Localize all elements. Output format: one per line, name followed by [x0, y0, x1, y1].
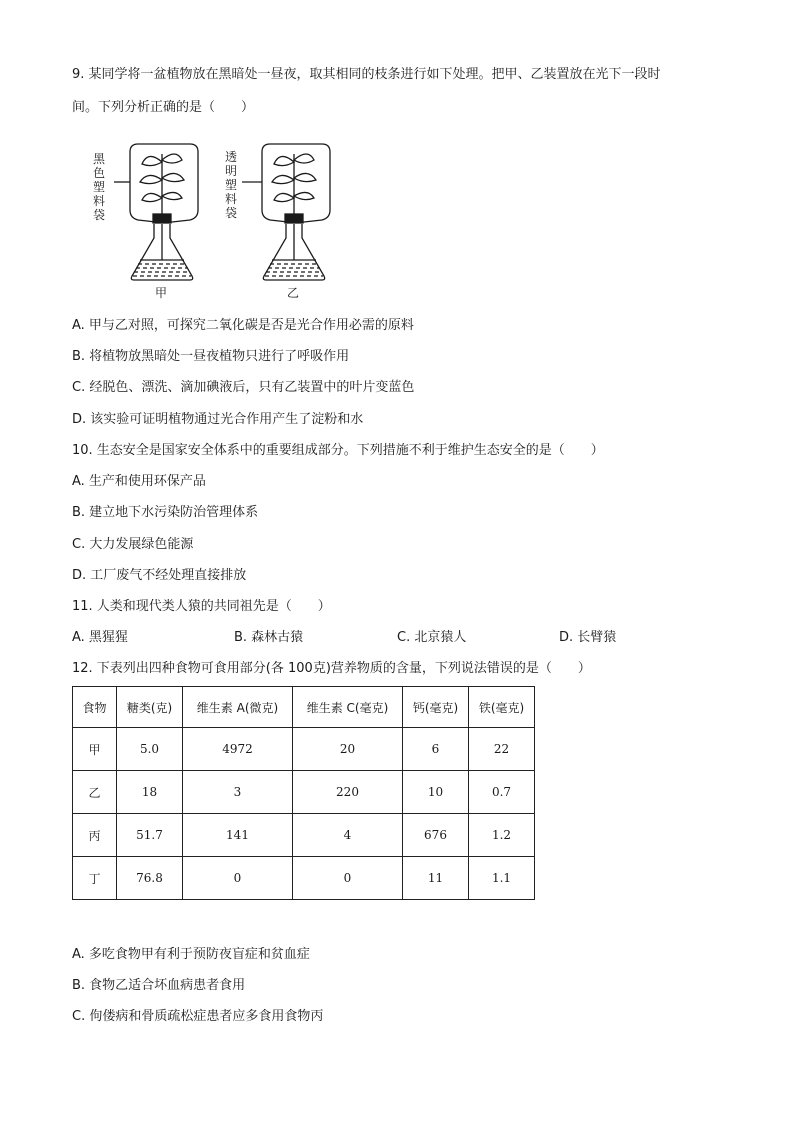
table-cell: 4: [293, 814, 403, 857]
table-header-row: [73, 687, 535, 728]
q9-option-c: C. 经脱色、漂洗、滴加碘液后，只有乙装置中的叶片变蓝色: [72, 380, 415, 395]
table-cell: 丁: [73, 857, 117, 900]
q9-option-b: B. 将植物放黑暗处一昼夜植物只进行了呼吸作用: [72, 349, 350, 364]
q10-option-c: C. 大力发展绿色能源: [72, 537, 194, 552]
table-cell: 141: [183, 814, 293, 857]
table-cell: 1.1: [469, 857, 535, 900]
q10-option-d: D. 工厂废气不经处理直接排放: [72, 568, 247, 583]
table-cell: 4972: [183, 728, 293, 771]
apparatus-jia: [114, 144, 198, 280]
table-cell: 22: [469, 728, 535, 771]
table-cell: 51.7: [117, 814, 183, 857]
q11-option-d: D. 长臂猿: [559, 630, 617, 645]
table-cell: 220: [293, 771, 403, 814]
header-iron: 铁(毫克): [469, 687, 535, 728]
q12-option-a: A. 多吃食物甲有利于预防夜盲症和贫血症: [72, 947, 310, 962]
table-row: [73, 728, 535, 771]
header-sugar: 糖类(克): [117, 687, 183, 728]
table-cell: 18: [117, 771, 183, 814]
q12-option-b: B. 食物乙适合坏血病患者食用: [72, 978, 246, 993]
table-cell: 5.0: [117, 728, 183, 771]
q11-option-c: C. 北京猿人: [397, 630, 467, 645]
table-row: [73, 771, 535, 814]
table-cell: 76.8: [117, 857, 183, 900]
header-calcium: 钙(毫克): [403, 687, 469, 728]
q12-option-c: C. 佝偻病和骨质疏松症患者应多食用食物丙: [72, 1009, 324, 1024]
q9-stem-line1: 9. 某同学将一盆植物放在黑暗处一昼夜，取其相同的枝条进行如下处理。把甲、乙装置放在光下一段时: [72, 67, 661, 82]
table-cell: 0.7: [469, 771, 535, 814]
q9-stem-line2: 间。下列分析正确的是（ ）: [72, 100, 255, 115]
q9-option-d: D. 该实验可证明植物通过光合作用产生了淀粉和水: [72, 412, 364, 427]
q10-option-b: B. 建立地下水污染防治管理体系: [72, 505, 259, 520]
table-cell: 甲: [73, 728, 117, 771]
table-cell: 10: [403, 771, 469, 814]
q10-stem: 10. 生态安全是国家安全体系中的重要组成部分。下列措施不利于维护生态安全的是（ ）: [72, 443, 604, 458]
q12-stem: 12. 下表列出四种食物可食用部分(各 100克)营养物质的含量，下列说法错误的是（ ）: [72, 661, 591, 676]
table-cell: 0: [183, 857, 293, 900]
q11-option-b: B. 森林古猿: [234, 630, 304, 645]
caption-yi: 乙: [287, 286, 300, 300]
black-bag-label: 黑色塑料袋: [92, 152, 105, 222]
q10-option-a: A. 生产和使用环保产品: [72, 474, 206, 489]
table-cell: 20: [293, 728, 403, 771]
caption-jia: 甲: [155, 286, 168, 300]
table-cell: 乙: [73, 771, 117, 814]
clear-bag-label: 透明塑料袋: [224, 150, 237, 220]
q11-stem: 11. 人类和现代类人猿的共同祖先是（ ）: [72, 599, 331, 614]
table-cell: 676: [403, 814, 469, 857]
q11-option-a: A. 黑猩猩: [72, 630, 128, 645]
table-cell: 3: [183, 771, 293, 814]
apparatus-yi: [242, 144, 330, 280]
experiment-figure: [100, 140, 340, 285]
table-row: [73, 814, 535, 857]
table-cell: 6: [403, 728, 469, 771]
nutrition-table: [72, 686, 535, 900]
table-row: [73, 857, 535, 900]
table-cell: 0: [293, 857, 403, 900]
header-vitamin-c: 维生素 C(毫克): [293, 687, 403, 728]
header-vitamin-a: 维生素 A(微克): [183, 687, 293, 728]
table-cell: 1.2: [469, 814, 535, 857]
table-cell: 丙: [73, 814, 117, 857]
q9-option-a: A. 甲与乙对照，可探究二氧化碳是否是光合作用必需的原料: [72, 318, 414, 333]
header-food: 食物: [73, 687, 117, 728]
table-cell: 11: [403, 857, 469, 900]
